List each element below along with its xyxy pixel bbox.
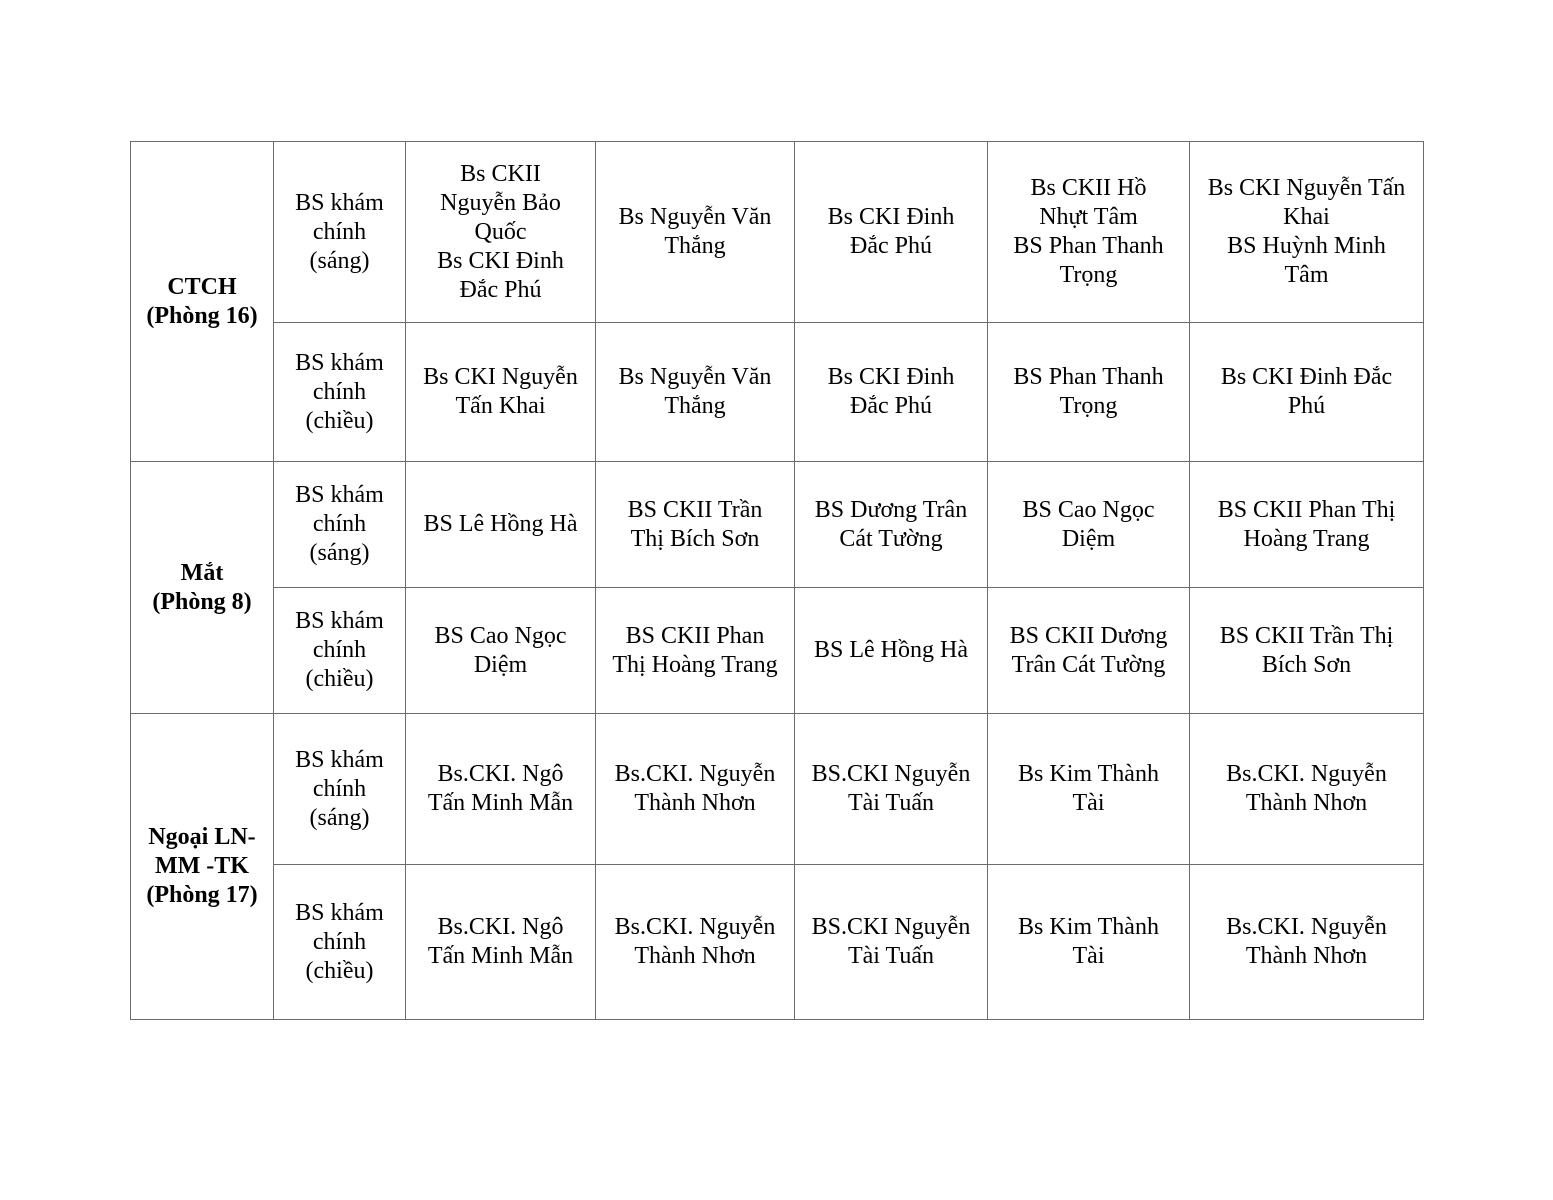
doctor-cell bbox=[596, 865, 795, 1020]
doctor-name: Bs Nguyễn Văn Thắng bbox=[618, 204, 772, 259]
department-name: CTCH (Phòng 16) bbox=[146, 273, 258, 329]
doctor-cell bbox=[795, 588, 988, 714]
doctor-name: Bs Kim Thành Tài bbox=[1018, 761, 1159, 816]
doctor-cell bbox=[1190, 323, 1424, 462]
doctor-cell bbox=[406, 714, 596, 865]
department-cell bbox=[131, 462, 274, 714]
doctor-cell bbox=[988, 865, 1190, 1020]
doctor-cell bbox=[596, 142, 795, 323]
doctor-cell bbox=[795, 323, 988, 462]
doctor-name: Bs.CKI. Ngô Tấn Minh Mẫn bbox=[427, 914, 574, 969]
doctor-cell bbox=[988, 462, 1190, 588]
table-row bbox=[131, 323, 1424, 462]
doctor-name: BS.CKI Nguyễn Tài Tuấn bbox=[811, 914, 971, 969]
doctor-cell bbox=[596, 714, 795, 865]
doctor-name: BS CKII Dương Trân Cát Tường bbox=[1009, 622, 1168, 678]
doctor-name: BS Cao Ngọc Diệm bbox=[1022, 496, 1155, 552]
shift-label: BS khám chính (chiều) bbox=[295, 899, 384, 984]
doctor-name: Bs.CKI. Nguyễn Thành Nhơn bbox=[614, 914, 776, 969]
doctor-cell bbox=[406, 323, 596, 462]
doctor-cell bbox=[988, 142, 1190, 323]
doctor-cell bbox=[406, 142, 596, 323]
doctor-cell bbox=[596, 588, 795, 714]
table-row bbox=[131, 714, 1424, 865]
department-name: Ngoại LN- MM -TK (Phòng 17) bbox=[146, 824, 258, 908]
shift-label: BS khám chính (sáng) bbox=[295, 189, 384, 274]
doctor-name: BS Lê Hồng Hà bbox=[814, 637, 968, 663]
doctor-name: Bs CKI Nguyễn Tấn Khai bbox=[423, 364, 578, 419]
doctor-name: BS CKII Phan Thị Hoàng Trang bbox=[1217, 496, 1396, 552]
doctor-name: Bs CKII Nguyễn Bảo Quốc Bs CKI Đinh Đắc Phú bbox=[437, 160, 564, 303]
shift-label-cell bbox=[274, 462, 406, 588]
table-row bbox=[131, 588, 1424, 714]
doctor-name: BS CKII Trần Thị Bích Sơn bbox=[1219, 622, 1394, 678]
doctor-name: Bs CKI Đinh Đắc Phú bbox=[827, 204, 955, 259]
doctor-cell bbox=[406, 588, 596, 714]
doctor-cell bbox=[1190, 462, 1424, 588]
doctor-schedule-table bbox=[130, 141, 1424, 1020]
department-cell bbox=[131, 714, 274, 1020]
table-row bbox=[131, 142, 1424, 323]
doctor-name: Bs CKI Đinh Đắc Phú bbox=[1220, 364, 1393, 419]
department-cell bbox=[131, 142, 274, 462]
shift-label: BS khám chính (sáng) bbox=[295, 482, 384, 566]
doctor-name: BS CKII Trần Thị Bích Sơn bbox=[627, 496, 763, 552]
shift-label-cell bbox=[274, 142, 406, 323]
doctor-cell bbox=[988, 714, 1190, 865]
shift-label: BS khám chính (chiều) bbox=[295, 349, 384, 434]
doctor-name: Bs Kim Thành Tài bbox=[1018, 914, 1159, 969]
doctor-cell bbox=[1190, 865, 1424, 1020]
department-name: Mắt (Phòng 8) bbox=[152, 559, 252, 615]
doctor-cell bbox=[988, 323, 1190, 462]
doctor-name: Bs CKI Đinh Đắc Phú bbox=[827, 364, 955, 419]
doctor-name: Bs.CKI. Ngô Tấn Minh Mẫn bbox=[427, 761, 574, 816]
shift-label: BS khám chính (sáng) bbox=[295, 746, 384, 831]
doctor-name: Bs Nguyễn Văn Thắng bbox=[618, 364, 772, 419]
doctor-cell bbox=[795, 865, 988, 1020]
doctor-cell bbox=[596, 323, 795, 462]
table-row bbox=[131, 462, 1424, 588]
table-row bbox=[131, 865, 1424, 1020]
doctor-name: Bs CKII Hồ Nhựt Tâm BS Phan Thanh Trọng bbox=[1013, 175, 1164, 288]
doctor-name: Bs CKI Nguyễn Tấn Khai BS Huỳnh Minh Tâm bbox=[1207, 175, 1406, 288]
doctor-cell bbox=[795, 142, 988, 323]
doctor-name: BS Dương Trân Cát Tường bbox=[814, 496, 968, 552]
doctor-name: Bs.CKI. Nguyễn Thành Nhơn bbox=[1226, 914, 1387, 969]
doctor-cell bbox=[795, 462, 988, 588]
doctor-name: BS CKII Phan Thị Hoàng Trang bbox=[612, 622, 778, 678]
doctor-name: BS Phan Thanh Trọng bbox=[1013, 364, 1164, 419]
doctor-name: BS Lê Hồng Hà bbox=[423, 511, 578, 537]
doctor-cell bbox=[1190, 142, 1424, 323]
doctor-name: BS Cao Ngọc Diệm bbox=[434, 622, 567, 678]
doctor-name: Bs.CKI. Nguyễn Thành Nhơn bbox=[1226, 761, 1387, 816]
doctor-cell bbox=[406, 865, 596, 1020]
doctor-cell bbox=[596, 462, 795, 588]
shift-label-cell bbox=[274, 865, 406, 1020]
doctor-cell bbox=[1190, 714, 1424, 865]
doctor-name: BS.CKI Nguyễn Tài Tuấn bbox=[811, 761, 971, 816]
shift-label-cell bbox=[274, 588, 406, 714]
doctor-cell bbox=[988, 588, 1190, 714]
shift-label-cell bbox=[274, 323, 406, 462]
doctor-cell bbox=[1190, 588, 1424, 714]
shift-label: BS khám chính (chiều) bbox=[295, 608, 384, 692]
shift-label-cell bbox=[274, 714, 406, 865]
doctor-name: Bs.CKI. Nguyễn Thành Nhơn bbox=[614, 761, 776, 816]
doctor-cell bbox=[795, 714, 988, 865]
doctor-cell bbox=[406, 462, 596, 588]
